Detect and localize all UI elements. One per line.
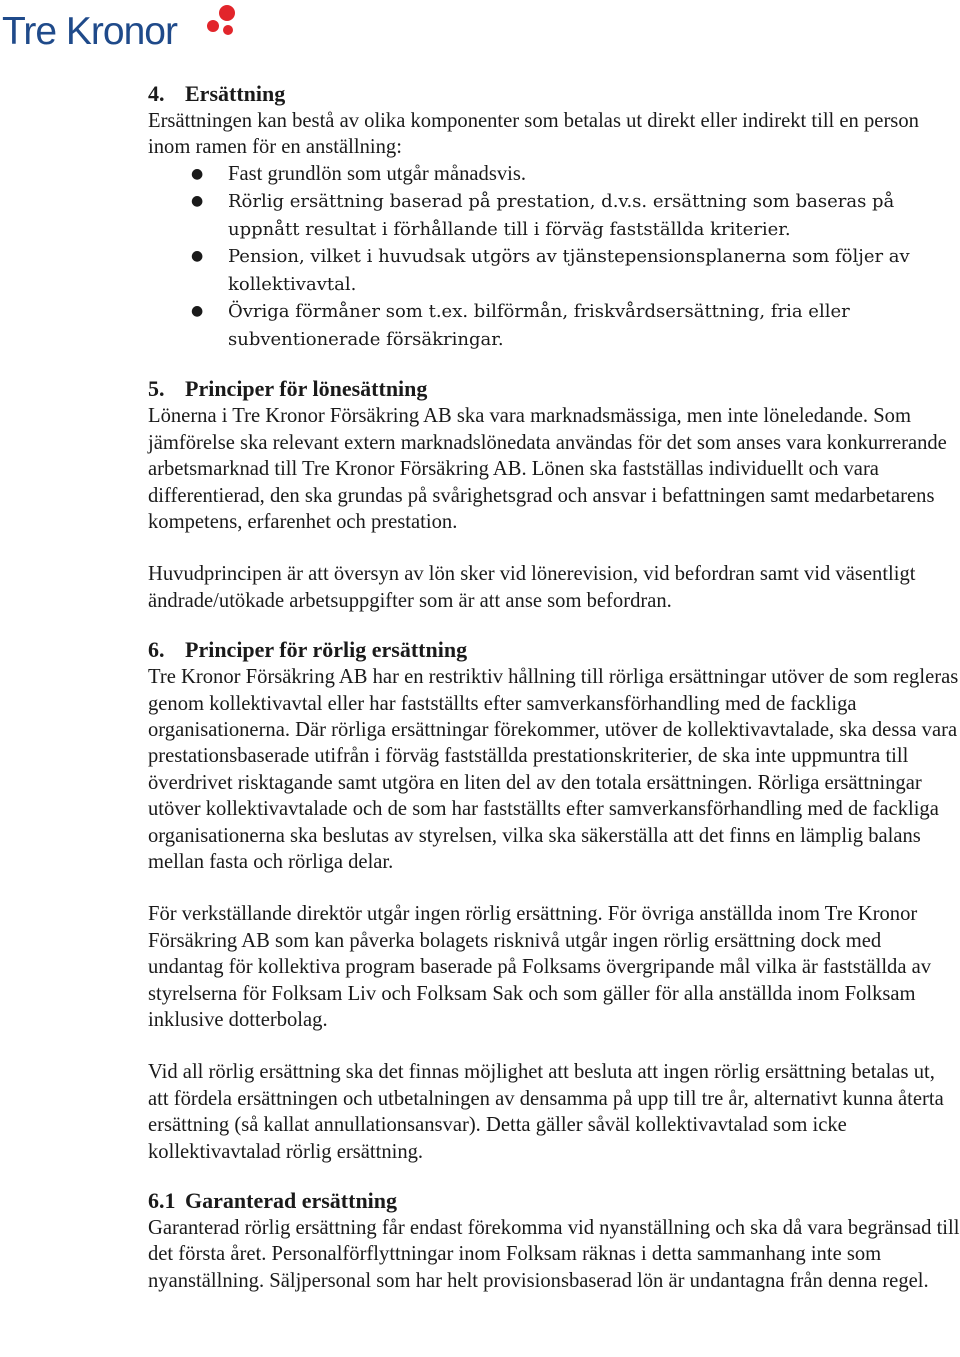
- section-5-heading: [148, 375, 960, 403]
- compensation-list: [148, 161, 960, 354]
- section-4-intro: Ersättningen kan bestå av olika komponenter som betalas ut direkt eller indirekt till en person inom ramen för en anställning:: [148, 110, 919, 159]
- list-item: ● Pension, vilket i huvudsak utgörs av tjänstepensionsplanerna som följer av kollektivavtal.: [148, 243, 960, 298]
- section-6-1-heading: [148, 1187, 960, 1215]
- section-5-title: Principer för lönesättning: [185, 376, 428, 402]
- section-6-number: 6.: [148, 637, 165, 663]
- bullet-icon: ●: [191, 303, 204, 320]
- section-6-heading: [148, 636, 960, 664]
- section-4-number: 4.: [148, 81, 165, 106]
- section-5-paragraph: Lönerna i Tre Kronor Försäkring AB ska vara marknadsmässiga, men inte löneledande. Som jämförelse ska relevant extern marknadslönedata användas för det som anses vara konkurrerande arbetsmarknad till Tre Kronor Försäkring AB. Lönen ska fastställas individuellt och vara differentierad, den ska grundas på svårighetsgrad och ansvar i befattningen samt medarbetarens kompetens, erfarenhet och prestation.: [148, 405, 947, 533]
- section-6-paragraph: Tre Kronor Försäkring AB har en restriktiv hållning till rörliga ersättningar utöver de som regleras genom kollektivavtal eller har fastställts efter samverkansförhandling med de fackliga organisationerna. Där rörliga ersättningar förekommer, utöver de kollektivavtalade, ska dessa vara prestationsbaserade utifrån i förväg fastställda prestationskriterier, de ska inte uppmuntra till överdrivet risktagande samt utgöra en liten del av den totala ersättningen. Rörliga ersättningar utöver kollektivavtalade och de som har fastställts efter samverkansförhandling med de fackliga organisationerna ska beslutas av styrelsen, vilka ska säkerställa att det finns en lämplig balans mellan fasta och rörliga delar.: [148, 666, 959, 873]
- bullet-icon: ●: [191, 193, 204, 210]
- section-6-1-title: Garanterad ersättning: [185, 1188, 398, 1214]
- document-body: [148, 80, 960, 1294]
- list-item: ● Rörlig ersättning baserad på prestation, d.v.s. ersättning som baseras på uppnått resultat i förhållande till i förväg fastställda kriterier.: [148, 188, 960, 243]
- section-6-1-number: 6.1: [148, 1188, 176, 1214]
- logo-wordmark: Tre Kronor: [2, 10, 177, 53]
- section-6-paragraph: För verkställande direktör utgår ingen rörlig ersättning. För övriga anställda inom Tre Kronor Försäkring AB som kan påverka bolagets risknivå utgår ingen rörlig ersättning dock med undantag för kollektiva program baserade på Folksams övergripande mål vilka är fastställda av styrelserna för Folksam Liv och Folksam Sak och som gäller för alla anställda inom Folksam inklusive dotterbolag.: [148, 903, 932, 1032]
- section-6-title: Principer för rörlig ersättning: [185, 637, 468, 663]
- logo-dots-icon: [200, 2, 240, 42]
- section-5-paragraph: Huvudprincipen är att översyn av lön sker vid lönerevision, vid befordran samt vid väsentligt ändrade/utökade arbetsuppgifter som är att anse som befordran.: [148, 563, 916, 612]
- section-6-paragraph: Vid all rörlig ersättning ska det finnas möjlighet att besluta att ingen rörlig ersättning betalas ut, att fördela ersättningen och utbetalningen av densamma på upp till tre år, alternativt kunna återta ersättning (så kallat annullationsansvar). Detta gäller såväl kollektivavtalad som icke kollektivavtalad rörlig ersättning.: [148, 1061, 944, 1163]
- company-logo: [0, 0, 240, 58]
- bullet-icon: ●: [191, 248, 204, 265]
- section-4-title: Ersättning: [185, 81, 286, 106]
- bullet-icon: ●: [191, 165, 204, 182]
- section-4-heading: [148, 80, 960, 108]
- list-item: ● Övriga förmåner som t.ex. bilförmån, friskvårdsersättning, fria eller subventionerade försäkringar.: [148, 298, 960, 353]
- section-6-1-paragraph: Garanterad rörlig ersättning får endast förekomma vid nyanställning och ska då vara begränsad till det första året. Personalförflyttningar inom Folksam räknas i detta sammanhang inte som nyanställning. Säljpersonal som har helt provisionsbaserad lön är undantagna från denna regel.: [148, 1217, 960, 1292]
- section-5-number: 5.: [148, 376, 165, 402]
- list-item: ● Fast grundlön som utgår månadsvis.: [148, 161, 960, 189]
